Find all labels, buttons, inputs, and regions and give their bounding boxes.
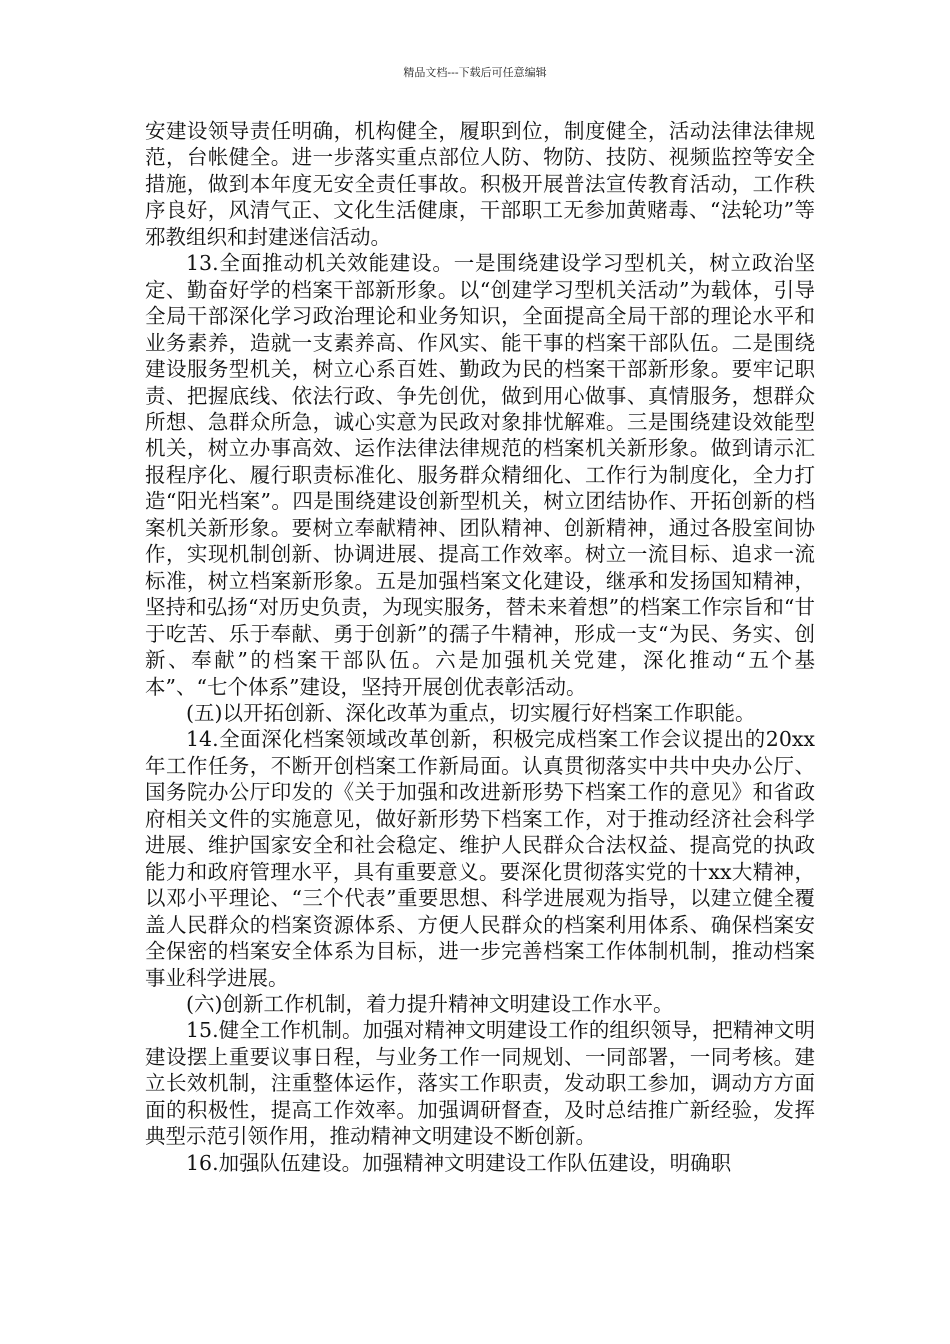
page-header: 精品文档---下载后可任意编辑: [403, 66, 547, 79]
document-body: [145, 118, 815, 1176]
paragraph-item-13: 13.全面推动机关效能建设。一是围绕建设学习型机关，树立政治坚定、勤奋好学的档案干部新形象。以“创建学习型机关活动”为载体，引导全局干部深化学习政治理论和业务知识，全面提高全局干部的理论水平和业务素养，造就一支素养高、作风实、能干事的档案干部队伍。二是围绕建设服务型机关，树立心系百姓、勤政为民的档案干部新形象。要牢记职责、把握底线、依法行政、争先创优，做到用心做事、真情服务，想群众所想、急群众所急，诚心实意为民政对象排忧解难。三是围绕建设效能型机关，树立办事高效、运作法律法律规范的档案机关新形象。做到请示汇报程序化、履行职责标准化、服务群众精细化、工作行为制度化，全力打造“阳光档案”。四是围绕建设创新型机关，树立团结协作、开拓创新的档案机关新形象。要树立奉献精神、团队精神、创新精神，通过各股室间协作，实现机制创新、协调进展、提高工作效率。树立一流目标、追求一流标准，树立档案新形象。五是加强档案文化建设，继承和发扬国知精神，坚持和弘扬“对历史负责，为现实服务，替未来着想”的档案工作宗旨和“甘于吃苦、乐于奉献、勇于创新”的孺子牛精神，形成一支“为民、务实、创新、奉献”的档案干部队伍。六是加强机关党建，深化推动“五个基本”、“七个体系”建设，坚持开展创优表彰活动。: [145, 251, 815, 699]
paragraph-item-15: 15.健全工作机制。加强对精神文明建设工作的组织领导，把精神文明建设摆上重要议事日程，与业务工作一同规划、一同部署，一同考核。建立长效机制，注重整体运作，落实工作职责，发动职工参加，调动方方面面的积极性，提高工作效率。加强调研督查，及时总结推广新经验，发挥典型示范引领作用，推动精神文明建设不断创新。: [145, 1018, 815, 1149]
paragraph-item-16: 16.加强队伍建设。加强精神文明建设工作队伍建设，明确职: [186, 1150, 732, 1175]
paragraph-item-14: 14.全面深化档案领域改革创新，积极完成档案工作会议提出的20xx年工作任务，不断开创档案工作新局面。认真贯彻落实中共中央办公厅、国务院办公厅印发的《关于加强和改进新形势下档案工作的意见》和省政府相关文件的实施意见，做好新形势下档案工作，对于推动经济社会科学进展、维护国家安全和社会稳定、维护人民群众合法权益、提高党的执政能力和政府管理水平，具有重要意义。要深化贯彻落实党的十xx大精神，以邓小平理论、“三个代表”重要思想、科学进展观为指导，以建立健全覆盖人民群众的档案资源体系、方便人民群众的档案利用体系、确保档案安全保密的档案安全体系为目标，进一步完善档案工作体制机制，推动档案事业科学进展。: [145, 727, 815, 990]
paragraph-continuation-safety: 安建设领导责任明确，机构健全，履职到位，制度健全，活动法律法律规范，台帐健全。进一步落实重点部位人防、物防、技防、视频监控等安全措施，做到本年度无安全责任事故。积极开展普法宣传教育活动，工作秩序良好，风清气正、文化生活健康，干部职工无参加黄赌毒、“法轮功”等邪教组织和封建迷信活动。: [145, 119, 815, 249]
section-heading-6: (六)创新工作机制，着力提升精神文明建设工作水平。: [186, 991, 674, 1016]
section-heading-5: (五)以开拓创新、深化改革为重点，切实履行好档案工作职能。: [186, 700, 756, 725]
